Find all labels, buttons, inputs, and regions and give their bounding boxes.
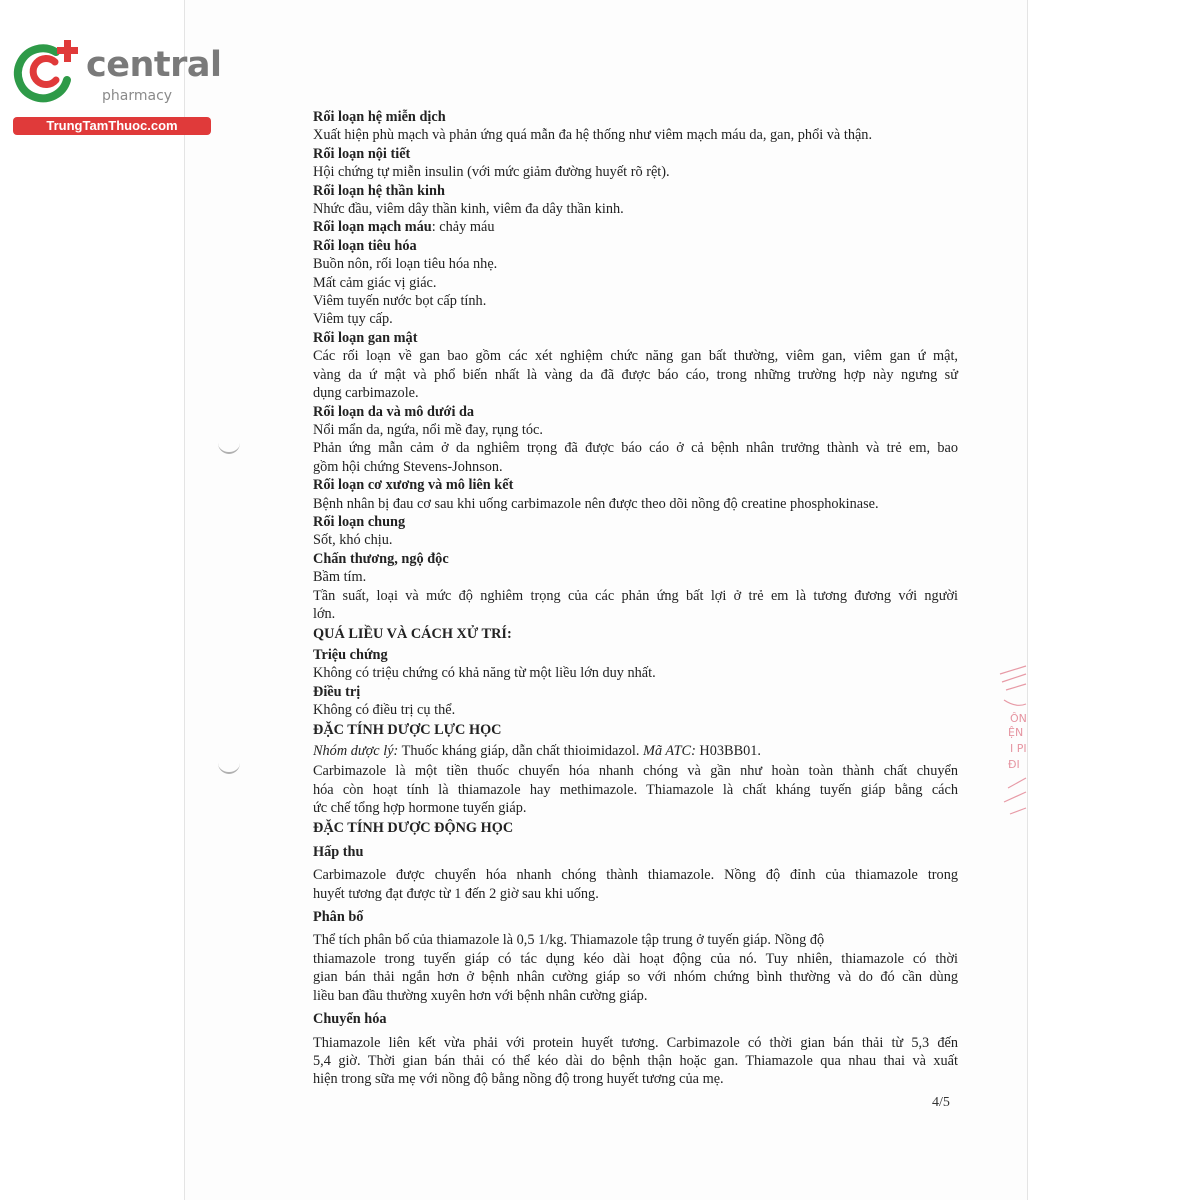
body-text-line: Không có điều trị cụ thể. bbox=[313, 702, 456, 718]
text-span: H03BB01. bbox=[695, 742, 761, 759]
body-text-line: vàng da ứ mật và phổ biến nhất là vàng da đã được báo cáo, trong những trường hợp này ngưng sử bbox=[313, 366, 958, 383]
section-heading: Rối loạn tiêu hóa bbox=[313, 237, 417, 254]
section-heading: Rối loạn da và mô dưới da bbox=[313, 403, 475, 420]
central-pharmacy-logo[interactable] bbox=[10, 36, 222, 136]
text-span: Thuốc kháng giáp, dẫn chất thioimidazol. bbox=[398, 742, 644, 759]
body-text-line: thiamazole trong tuyến giáp có tác dụng kéo dài hoạt động của nó. Tuy nhiên, thiamazole có thời bbox=[313, 950, 958, 967]
body-text-line: Xuất hiện phù mạch và phản ứng quá mẫn đa hệ thống như viêm mạch máu da, gan, phổi và thận. bbox=[313, 127, 873, 144]
body-text-line: Tần suất, loại và mức độ nghiêm trọng của các phản ứng bất lợi ở trẻ em là tương đương với người bbox=[313, 587, 958, 604]
body-text-line: Bầm tím. bbox=[313, 569, 367, 586]
body-text-line: Carbimazole được chuyển hóa nhanh chóng thành thiamazole. Nồng độ đỉnh của thiamazole trong bbox=[313, 867, 958, 884]
section-heading: Điều trị bbox=[313, 683, 361, 700]
document-body bbox=[313, 108, 958, 1089]
body-text-line: liều ban đầu thường xuyên hơn với bệnh nhân cường giáp. bbox=[313, 987, 648, 1004]
body-text-line: Carbimazole là một tiền thuốc chuyển hóa nhanh chóng và gần như hoàn toàn thành chất chuyển bbox=[313, 763, 958, 780]
body-text-line: Mất cảm giác vị giác. bbox=[313, 274, 437, 291]
section-heading: Rối loạn hệ miễn dịch bbox=[313, 109, 446, 125]
section-heading: Chấn thương, ngộ độc bbox=[313, 550, 449, 567]
body-text-line: Hội chứng tự miễn insulin (với mức giảm đường huyết rõ rệt). bbox=[313, 164, 670, 181]
body-text-line: Thể tích phân bố của thiamazole là 0,5 1/kg. Thiamazole tập trung ở tuyến giáp. Nồng độ bbox=[313, 932, 825, 949]
body-text-line: Viêm tuyến nước bọt cấp tính. bbox=[313, 293, 487, 310]
section-heading: QUÁ LIỀU VÀ CÁCH XỬ TRÍ: bbox=[313, 626, 512, 643]
body-text-line: hóa còn hoạt tính là thiamazole hay methimazole. Thiamazole là chất kháng tuyến giáp bằng cách bbox=[313, 781, 958, 798]
body-text-line: huyết tương đạt được từ 1 đến 2 giờ sau khi uống. bbox=[313, 885, 599, 902]
section-heading: Triệu chứng bbox=[313, 646, 388, 663]
body-text-line: Nổi mẩn da, ngứa, nổi mề đay, rụng tóc. bbox=[313, 421, 543, 438]
text-line bbox=[313, 742, 958, 760]
body-text-line: gian bán thải ngắn hơn ở bệnh nhân cường giáp so với nhóm chứng bình thường và do đó cần dùng bbox=[313, 969, 958, 986]
body-text-line: Phản ứng mẫn cảm ở da nghiêm trọng đã được báo cáo ở cả bệnh nhân trưởng thành và trẻ em, bao bbox=[313, 440, 958, 457]
logo-site-banner: TrungTamThuoc.com bbox=[13, 117, 211, 135]
pharmacy-cross-icon bbox=[10, 36, 80, 106]
logo-brand-text: central bbox=[86, 45, 222, 85]
body-text-line: hiện trong sữa mẹ với nồng độ bằng nồng độ trong huyết tương của mẹ. bbox=[313, 1071, 724, 1088]
section-heading: ĐẶC TÍNH DƯỢC ĐỘNG HỌC bbox=[313, 820, 514, 837]
text-span: Mã ATC: bbox=[643, 742, 696, 759]
section-heading: Rối loạn cơ xương và mô liên kết bbox=[313, 477, 514, 494]
body-text-line: 5,4 giờ. Thời gian bán thải có thể kéo dài do bệnh thận hoặc gan. Thiamazole qua nhau thai và xuất bbox=[313, 1052, 958, 1069]
section-heading: Chuyển hóa bbox=[313, 1011, 387, 1028]
body-text-line: Nhức đầu, viêm dây thần kinh, viêm đa dây thần kinh. bbox=[313, 201, 624, 218]
svg-text:ĐI: ĐI bbox=[1008, 758, 1020, 771]
body-text-line: Viêm tụy cấp. bbox=[313, 311, 393, 328]
section-heading: Rối loạn nội tiết bbox=[313, 145, 411, 162]
svg-text:ÔN: ÔN bbox=[1010, 712, 1027, 725]
section-heading: Rối loạn mạch máu bbox=[313, 219, 432, 236]
body-text-line: gồm hội chứng Stevens-Johnson. bbox=[313, 458, 503, 475]
body-text-line: Bệnh nhân bị đau cơ sau khi uống carbimazole nên được theo dõi nồng độ creatine phosphokinase. bbox=[313, 495, 879, 512]
body-text-line: Các rối loạn về gan bao gồm các xét nghiệm chức năng gan bất thường, viêm gan, viêm gan ứ mật, bbox=[313, 348, 958, 365]
section-heading: Rối loạn chung bbox=[313, 513, 406, 530]
logo-sub-text: pharmacy bbox=[102, 88, 173, 104]
body-text-line: lớn. bbox=[313, 605, 336, 622]
section-heading: Hấp thu bbox=[313, 843, 364, 860]
page-number: 4/5 bbox=[932, 1095, 950, 1110]
section-heading: Rối loạn gan mật bbox=[313, 329, 418, 346]
body-text-line: Buồn nôn, rối loạn tiêu hóa nhẹ. bbox=[313, 256, 498, 273]
body-text-line: Không có triệu chứng có khả năng từ một liều lớn duy nhất. bbox=[313, 665, 656, 682]
body-text-line: ức chế tổng hợp hormone tuyến giáp. bbox=[313, 800, 527, 817]
body-text-line: dụng carbimazole. bbox=[313, 385, 419, 402]
section-heading: ĐẶC TÍNH DƯỢC LỰC HỌC bbox=[313, 722, 502, 739]
text-span: Nhóm dược lý: bbox=[313, 742, 399, 759]
stamp-mark-icon bbox=[996, 660, 1030, 830]
section-heading: Phân bố bbox=[313, 909, 364, 926]
text-line bbox=[313, 218, 958, 236]
body-text-line: Thiamazole liên kết vừa phải với protein huyết tương. Carbimazole có thời gian bán thải từ 5,3 đến bbox=[313, 1034, 958, 1051]
section-heading: Rối loạn hệ thần kinh bbox=[313, 182, 445, 199]
body-text-line: Sốt, khó chịu. bbox=[313, 532, 393, 549]
text-span: : chảy máu bbox=[431, 219, 495, 236]
svg-text:I PI: I PI bbox=[1010, 742, 1027, 755]
svg-text:ỆN: ỆN bbox=[1008, 726, 1024, 739]
